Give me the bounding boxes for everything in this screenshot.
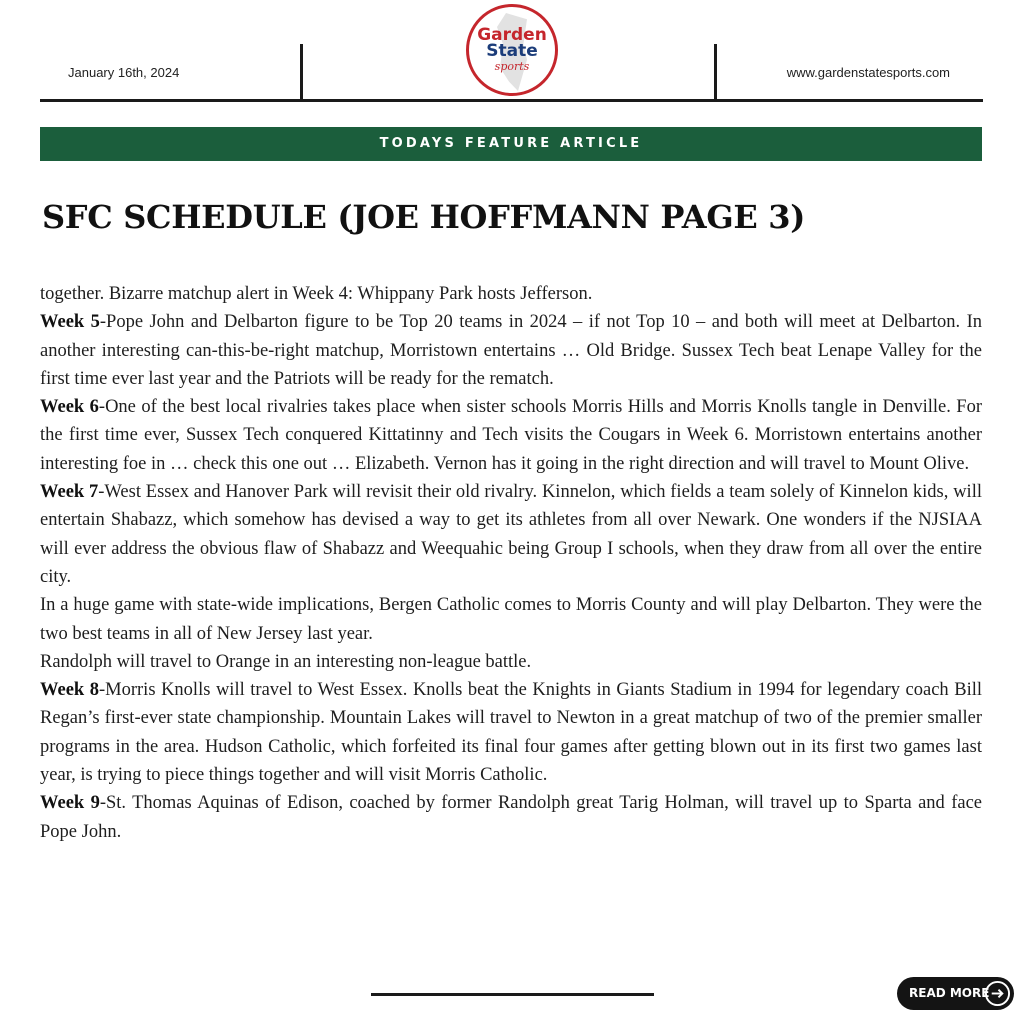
article-paragraph-week-5: Week 5-Pope John and Delbarton figure to be Top 20 teams in 2024 – if not Top 10 – and both will meet at Delbarton. In another interesting can-this-be-right matchup, Morristown entertains … Old Bridge. Sussex Tech beat Lenape Valley for the first time ever last year and the Patriots will be ready for the rematch.: [40, 312, 982, 389]
week-label: Week 5: [40, 312, 100, 333]
article-paragraph: In a huge game with state-wide implications, Bergen Catholic comes to Morris County and will play Delbarton. They were the two best teams in all of New Jersey last year.: [40, 595, 982, 644]
read-more-button[interactable]: [897, 977, 1014, 1010]
article-paragraph-week-9: Week 9-St. Thomas Aquinas of Edison, coached by former Randolph great Tarig Holman, will travel up to Sparta and face Pope John.: [40, 793, 982, 842]
article-paragraph-week-7: Week 7-West Essex and Hanover Park will revisit their old rivalry. Kinnelon, which fields a team solely of Kinnelon kids, will entertain Shabazz, which somehow has devised a way to get its athletes from all over Newark. One wonders if the NJSIAA will ever address the obvious flaw of Shabazz and Weequahic being Group I schools, when they draw from all over the entire city.: [40, 482, 982, 587]
footer-rule: [371, 993, 654, 996]
header-divider-right: [714, 44, 717, 102]
week-label: Week 7: [40, 482, 99, 503]
header-url[interactable]: www.gardenstatesports.com: [786, 65, 950, 80]
logo-text-sports: sports: [494, 60, 530, 73]
article-paragraph-week-6: Week 6-One of the best local rivalries takes place when sister schools Morris Hills and Morris Knolls tangle in Denville. For the first time ever, Sussex Tech conquered Kittatinny and Tech visits the Cougars in Week 6. Morristown entertains another interesting foe in … check this one out … Elizabeth. Vernon has it going in the right direction and will travel to Mount Olive.: [40, 397, 982, 474]
logo-text-garden: Garden: [477, 25, 547, 45]
header-divider-left: [300, 44, 303, 102]
header-rule: [40, 99, 983, 102]
article-body: [40, 280, 982, 846]
article-paragraph: together. Bizarre matchup alert in Week 4: Whippany Park hosts Jefferson.: [40, 284, 593, 304]
article-paragraph-week-8: Week 8-Morris Knolls will travel to West Essex. Knolls beat the Knights in Giants Stadium in 1994 for legendary coach Bill Regan’s first-ever state championship. Mountain Lakes will travel to Newton in a great matchup of two of the premier smaller programs in the area. Hudson Catholic, which forfeited its final four games after getting blown out in its first two games last year, is trying to piece things together and will visit Morris Catholic.: [40, 680, 982, 786]
site-logo[interactable]: [466, 4, 558, 96]
week-label: Week 6: [40, 397, 99, 418]
header-date: January 16th, 2024: [68, 65, 180, 80]
article-title: SFC SCHEDULE (JOE HOFFMANN PAGE 3): [42, 198, 806, 236]
read-more-label: READ MORE: [909, 986, 990, 1000]
week-label: Week 8: [40, 680, 99, 701]
week-label: Week 9: [40, 793, 100, 814]
feature-banner: TODAYS FEATURE ARTICLE: [40, 127, 982, 161]
arrow-right-circle-icon: [984, 980, 1011, 1007]
article-paragraph: Randolph will travel to Orange in an interesting non-league battle.: [40, 651, 532, 672]
logo-text-state: State: [486, 41, 538, 61]
